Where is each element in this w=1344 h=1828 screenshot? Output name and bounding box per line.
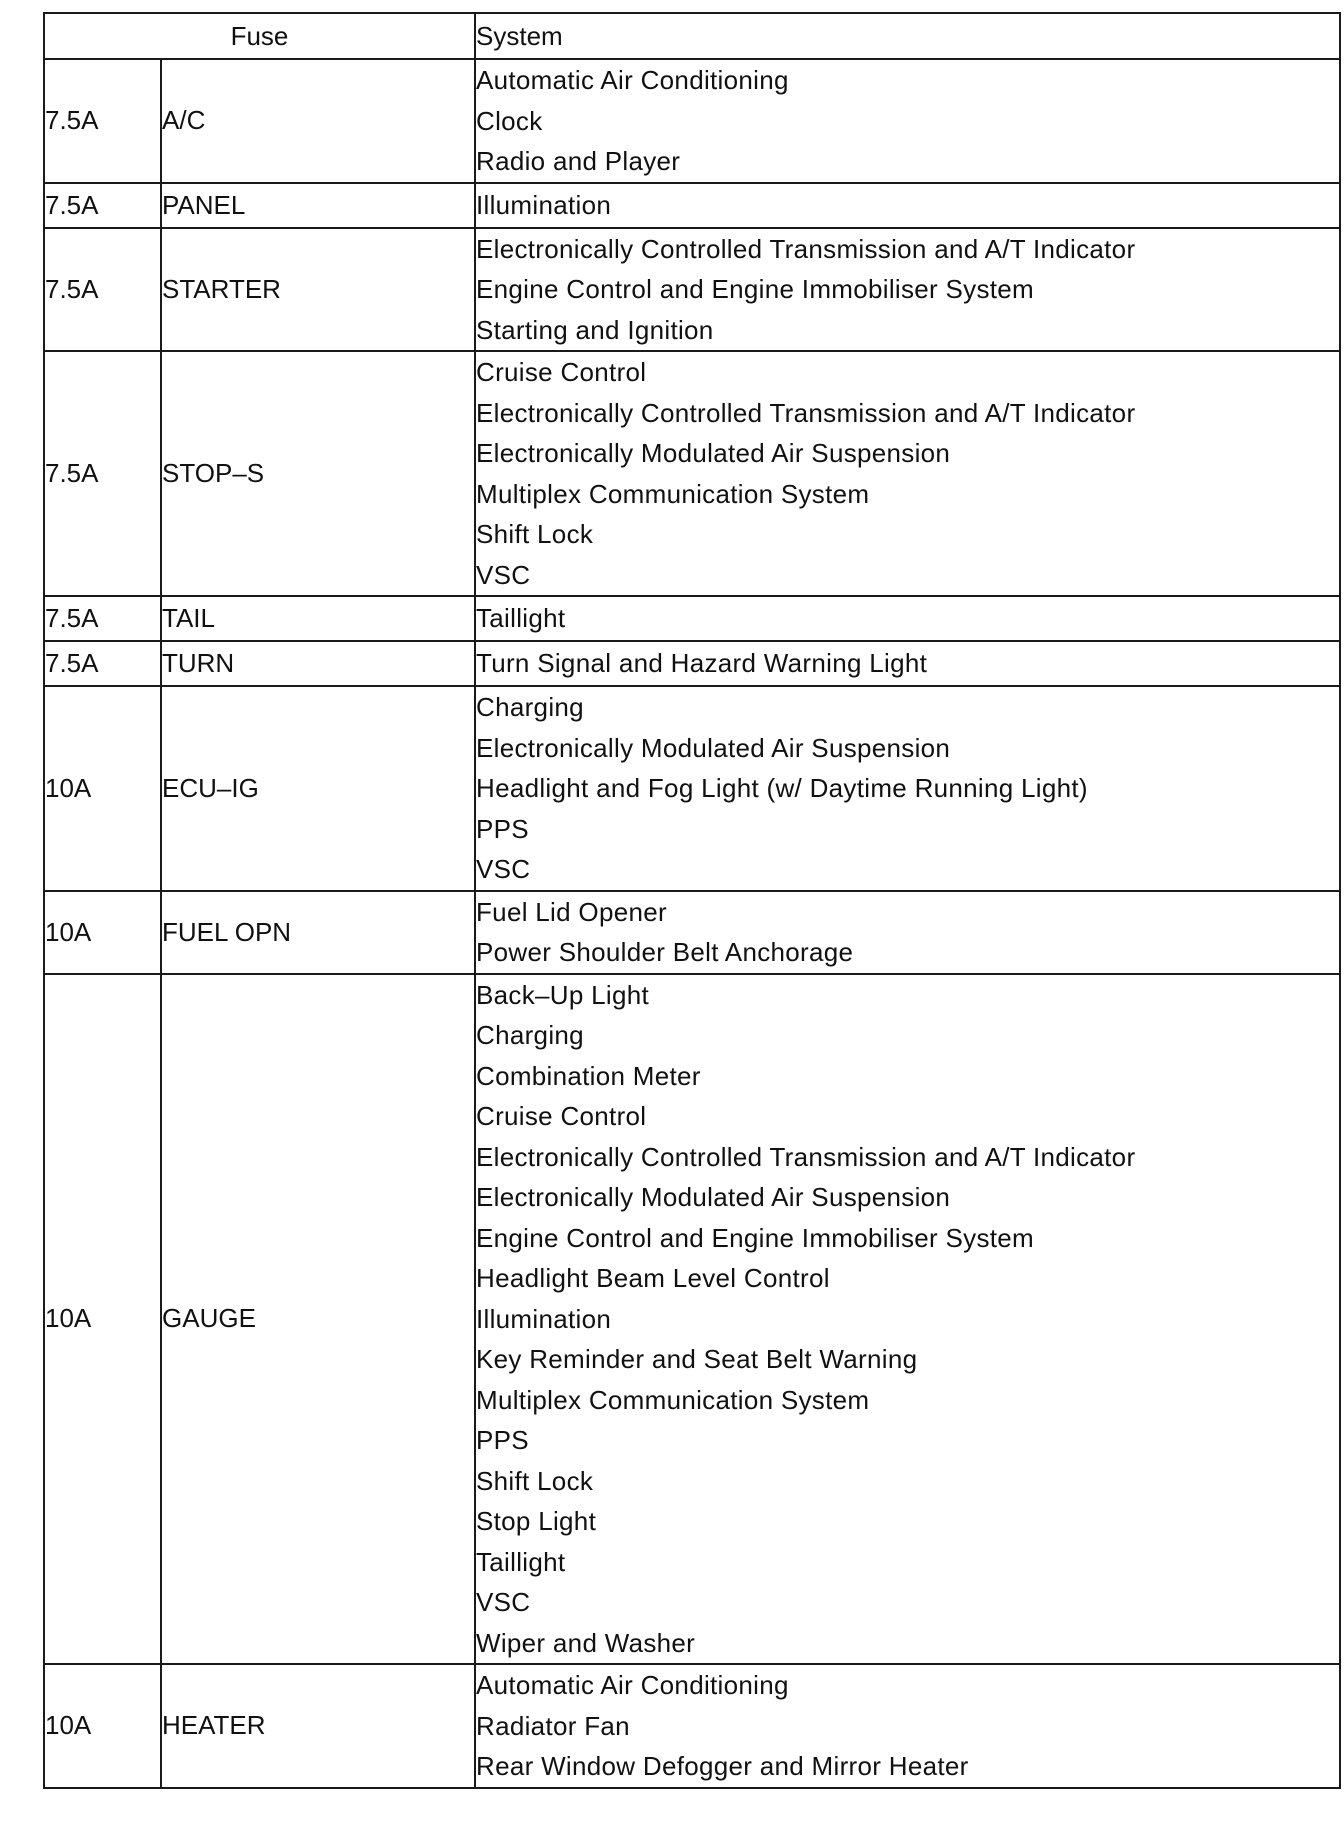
system-item: Taillight	[476, 1546, 566, 1577]
fuse-systems	[475, 686, 1340, 891]
system-item: Illumination	[476, 1303, 612, 1334]
fuse-row	[44, 228, 1340, 352]
system-item: Cruise Control	[476, 357, 647, 387]
system-item: Electronically Modulated Air Suspension	[476, 1182, 951, 1212]
fuse-systems	[475, 1664, 1340, 1788]
system-item: Shift Lock	[476, 1465, 594, 1496]
header-row	[44, 13, 1340, 59]
fuse-amperage: 7.5A	[44, 641, 161, 686]
fuse-amperage: 10A	[44, 891, 161, 974]
system-item: Radiator Fan	[476, 1710, 630, 1741]
system-item: Multiplex Communication System	[476, 478, 870, 509]
fuse-row	[44, 59, 1340, 183]
system-item: Automatic Air Conditioning	[476, 1670, 789, 1700]
system-item: Wiper and Washer	[476, 1627, 696, 1658]
fuse-amperage: 7.5A	[44, 351, 161, 596]
fuse-column-header: Fuse	[44, 13, 475, 59]
fuse-name: STOP–S	[161, 351, 475, 596]
system-item: Multiplex Communication System	[476, 1384, 870, 1415]
fuse-table	[43, 12, 1341, 1789]
fuse-amperage: 7.5A	[44, 596, 161, 641]
fuse-systems	[475, 641, 1340, 686]
system-item: VSC	[476, 559, 531, 590]
system-item: Illumination	[476, 189, 612, 220]
fuse-row	[44, 351, 1340, 596]
fuse-amperage: 7.5A	[44, 228, 161, 352]
fuse-systems	[475, 183, 1340, 228]
system-item: Power Shoulder Belt Anchorage	[476, 937, 854, 967]
system-item: Electronically Controlled Transmission and A/T Indicator	[476, 397, 1136, 428]
system-item: Electronically Modulated Air Suspension	[476, 438, 951, 468]
system-item: PPS	[476, 1425, 529, 1455]
system-item: Starting and Ignition	[476, 314, 714, 345]
fuse-systems	[475, 351, 1340, 596]
fuse-table-page	[43, 12, 1339, 1789]
system-item: PPS	[476, 813, 529, 844]
system-item: Combination Meter	[476, 1060, 701, 1091]
fuse-name: TURN	[161, 641, 475, 686]
fuse-row	[44, 183, 1340, 228]
fuse-amperage: 7.5A	[44, 183, 161, 228]
system-item: VSC	[476, 1587, 531, 1617]
system-item: Rear Window Defogger and Mirror Heater	[476, 1751, 969, 1781]
system-item: Clock	[476, 105, 543, 136]
system-item: Stop Light	[476, 1506, 597, 1536]
fuse-row	[44, 596, 1340, 641]
fuse-row	[44, 641, 1340, 686]
fuse-name: STARTER	[161, 228, 475, 352]
system-item: Shift Lock	[476, 519, 594, 549]
system-item: Engine Control and Engine Immobiliser System	[476, 1222, 1035, 1253]
fuse-systems	[475, 891, 1340, 974]
system-item: Automatic Air Conditioning	[476, 65, 789, 95]
fuse-amperage: 7.5A	[44, 59, 161, 183]
fuse-row	[44, 974, 1340, 1665]
system-column-header: System	[475, 13, 1340, 59]
system-item: Electronically Modulated Air Suspension	[476, 732, 951, 763]
system-item: Charging	[476, 692, 584, 722]
system-item: Engine Control and Engine Immobiliser System	[476, 274, 1035, 304]
fuse-row	[44, 891, 1340, 974]
system-item: Electronically Controlled Transmission and A/T Indicator	[476, 1141, 1136, 1172]
fuse-name: GAUGE	[161, 974, 475, 1665]
fuse-systems	[475, 596, 1340, 641]
system-item: Headlight and Fog Light (w/ Daytime Running Light)	[476, 773, 1088, 803]
fuse-systems	[475, 59, 1340, 183]
system-item: Radio and Player	[476, 146, 681, 176]
fuse-name: A/C	[161, 59, 475, 183]
fuse-name: ECU–IG	[161, 686, 475, 891]
fuse-amperage: 10A	[44, 1664, 161, 1788]
system-item: Taillight	[476, 603, 566, 634]
system-item: Charging	[476, 1020, 584, 1050]
system-item: Headlight Beam Level Control	[476, 1263, 830, 1293]
system-item: Cruise Control	[476, 1101, 647, 1131]
system-item: Electronically Controlled Transmission and A/T Indicator	[476, 233, 1136, 264]
system-item: Key Reminder and Seat Belt Warning	[476, 1344, 918, 1374]
fuse-table-body	[44, 59, 1340, 1788]
fuse-row	[44, 1664, 1340, 1788]
fuse-amperage: 10A	[44, 974, 161, 1665]
fuse-systems	[475, 228, 1340, 352]
fuse-amperage: 10A	[44, 686, 161, 891]
system-item: Turn Signal and Hazard Warning Light	[476, 648, 928, 679]
system-item: VSC	[476, 854, 531, 884]
fuse-name: PANEL	[161, 183, 475, 228]
system-item: Fuel Lid Opener	[476, 896, 667, 927]
fuse-name: TAIL	[161, 596, 475, 641]
fuse-systems	[475, 974, 1340, 1665]
fuse-row	[44, 686, 1340, 891]
fuse-name: HEATER	[161, 1664, 475, 1788]
fuse-name: FUEL OPN	[161, 891, 475, 974]
system-item: Back–Up Light	[476, 979, 650, 1010]
